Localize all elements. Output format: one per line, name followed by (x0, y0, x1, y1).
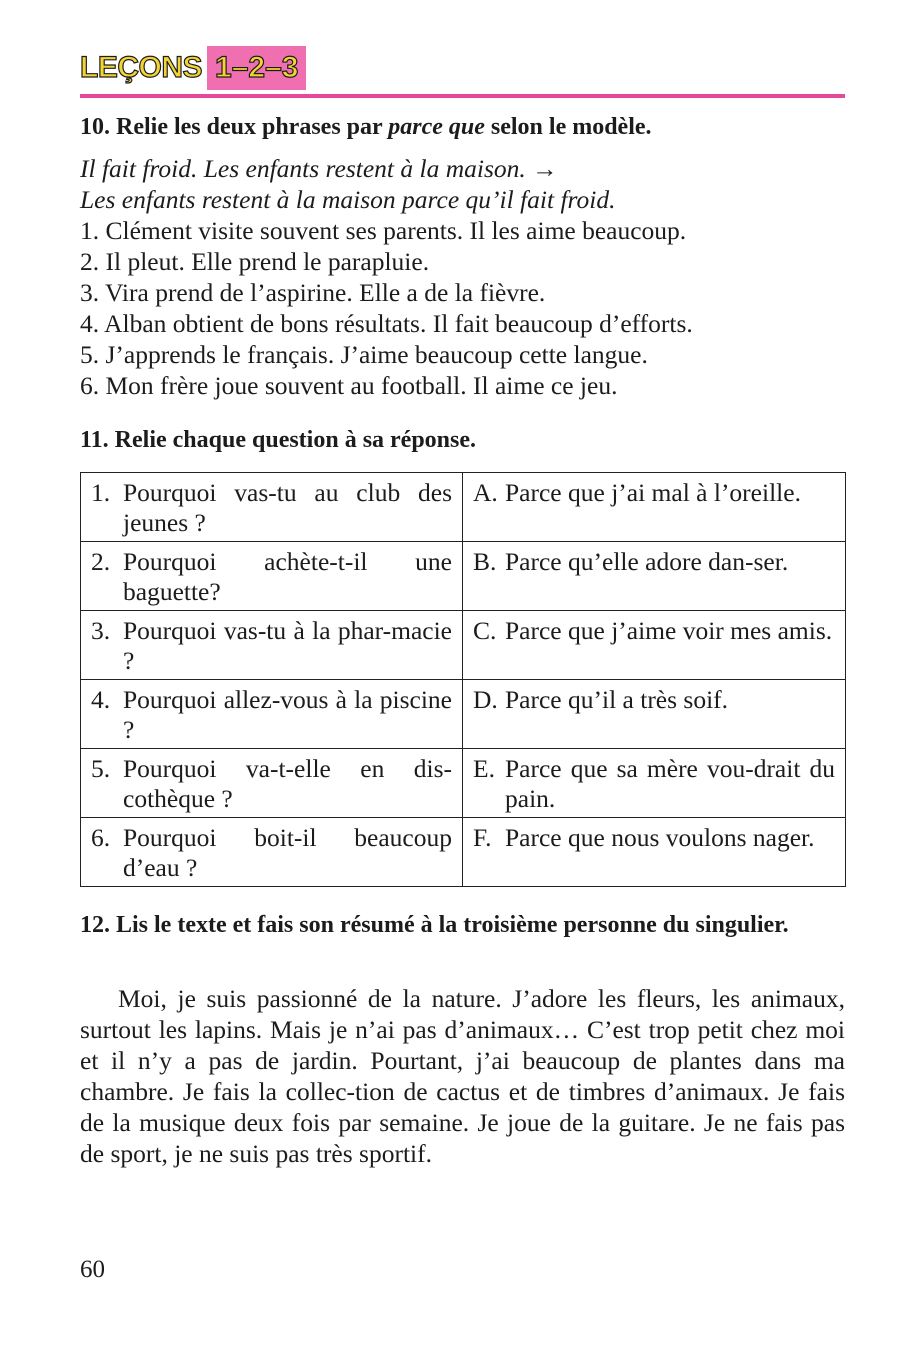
answer-letter: E. (473, 754, 495, 783)
table-row (81, 542, 846, 611)
lesson-number-badge: 1–2–3 (207, 46, 306, 90)
answer-cell (463, 542, 846, 611)
answer-cell (463, 611, 846, 680)
section-label: LEÇONS (80, 51, 203, 84)
answer-cell (463, 473, 846, 542)
question-text: Pourquoi allez-vous à la piscine ? (123, 685, 452, 744)
table-row (81, 680, 846, 749)
answer-text: Parce qu’il a très soif. (505, 685, 729, 714)
exercise-10-item: 5. J’apprends le français. J’aime beaucoup cette langue. (80, 340, 648, 369)
answer-letter: B. (473, 547, 497, 576)
page-number: 60 (80, 1256, 105, 1283)
question-text: Pourquoi achète-t-il une baguette? (123, 547, 452, 606)
table-row (81, 473, 846, 542)
exercise-12-title: 12. Lis le texte et fais son résumé à la troisième personne du singulier. (80, 912, 789, 938)
answer-cell (463, 818, 846, 887)
question-number: 1. (91, 478, 111, 507)
exercise-10-item: 6. Mon frère joue souvent au football. Il aime ce jeu. (80, 371, 618, 400)
lesson-header (80, 46, 306, 90)
answer-cell (463, 680, 846, 749)
header-divider (80, 94, 845, 98)
answer-text: Parce que j’ai mal à l’oreille. (505, 478, 801, 507)
question-text: Pourquoi vas-tu au club des jeunes ? (123, 478, 452, 537)
question-number: 6. (91, 823, 111, 852)
answer-letter: D. (473, 685, 498, 714)
exercise-10-item: 1. Clément visite souvent ses parents. Il les aime beaucoup. (80, 216, 687, 245)
answer-cell (463, 749, 846, 818)
question-number: 4. (91, 685, 111, 714)
matching-table (80, 472, 846, 887)
question-number: 3. (91, 616, 111, 645)
question-text: Pourquoi vas-tu à la phar-macie ? (123, 616, 452, 675)
table-row (81, 818, 846, 887)
exercise-10-item: 2. Il pleut. Elle prend le parapluie. (80, 247, 430, 276)
question-cell (81, 749, 463, 818)
exercise-10-item: 4. Alban obtient de bons résultats. Il fait beaucoup d’efforts. (80, 309, 693, 338)
exercise-11-title: 11. Relie chaque question à sa réponse. (80, 427, 477, 453)
exercise-12-text: Moi, je suis passionné de la nature. J’adore les fleurs, les animaux, surtout les lapins. Mais je n’ai pas d’animaux… C’est trop petit chez moi et il n’y a pas de jardin. Pourtant, j’ai beaucoup de plantes dans ma chambre. Je fais la collec-tion de cactus et de timbres d’animaux. Je fais de la musique deux fois par semaine. Je joue de la guitare. Je ne fais pas de sport, je ne suis pas très sportif. (80, 984, 845, 1168)
answer-letter: C. (473, 616, 497, 645)
question-cell (81, 680, 463, 749)
question-number: 5. (91, 754, 111, 783)
question-number: 2. (91, 547, 111, 576)
question-cell (81, 473, 463, 542)
question-cell (81, 611, 463, 680)
table-row (81, 749, 846, 818)
table-row (81, 611, 846, 680)
question-cell (81, 542, 463, 611)
answer-text: Parce que nous voulons nager. (505, 823, 815, 852)
answer-text: Parce que j’aime voir mes amis. (505, 616, 833, 645)
answer-text: Parce que sa mère vou-drait du pain. (505, 754, 835, 813)
answer-text: Parce qu’elle adore dan-ser. (505, 547, 789, 576)
question-text: Pourquoi va-t-elle en dis-cothèque ? (123, 754, 452, 813)
question-cell (81, 818, 463, 887)
exercise-10-model-line-2: Les enfants restent à la maison parce qu’il fait froid. (80, 185, 616, 214)
exercise-10-model-line-1: Il fait froid. Les enfants restent à la maison. → (80, 154, 558, 183)
answer-letter: F. (473, 823, 492, 852)
exercise-10-item: 3. Vira prend de l’aspirine. Elle a de la fièvre. (80, 278, 546, 307)
answer-letter: A. (473, 478, 498, 507)
exercise-10-title: 10. Relie les deux phrases par parce que selon le modèle. (80, 114, 652, 140)
question-text: Pourquoi boit-il beaucoup d’eau ? (123, 823, 452, 882)
